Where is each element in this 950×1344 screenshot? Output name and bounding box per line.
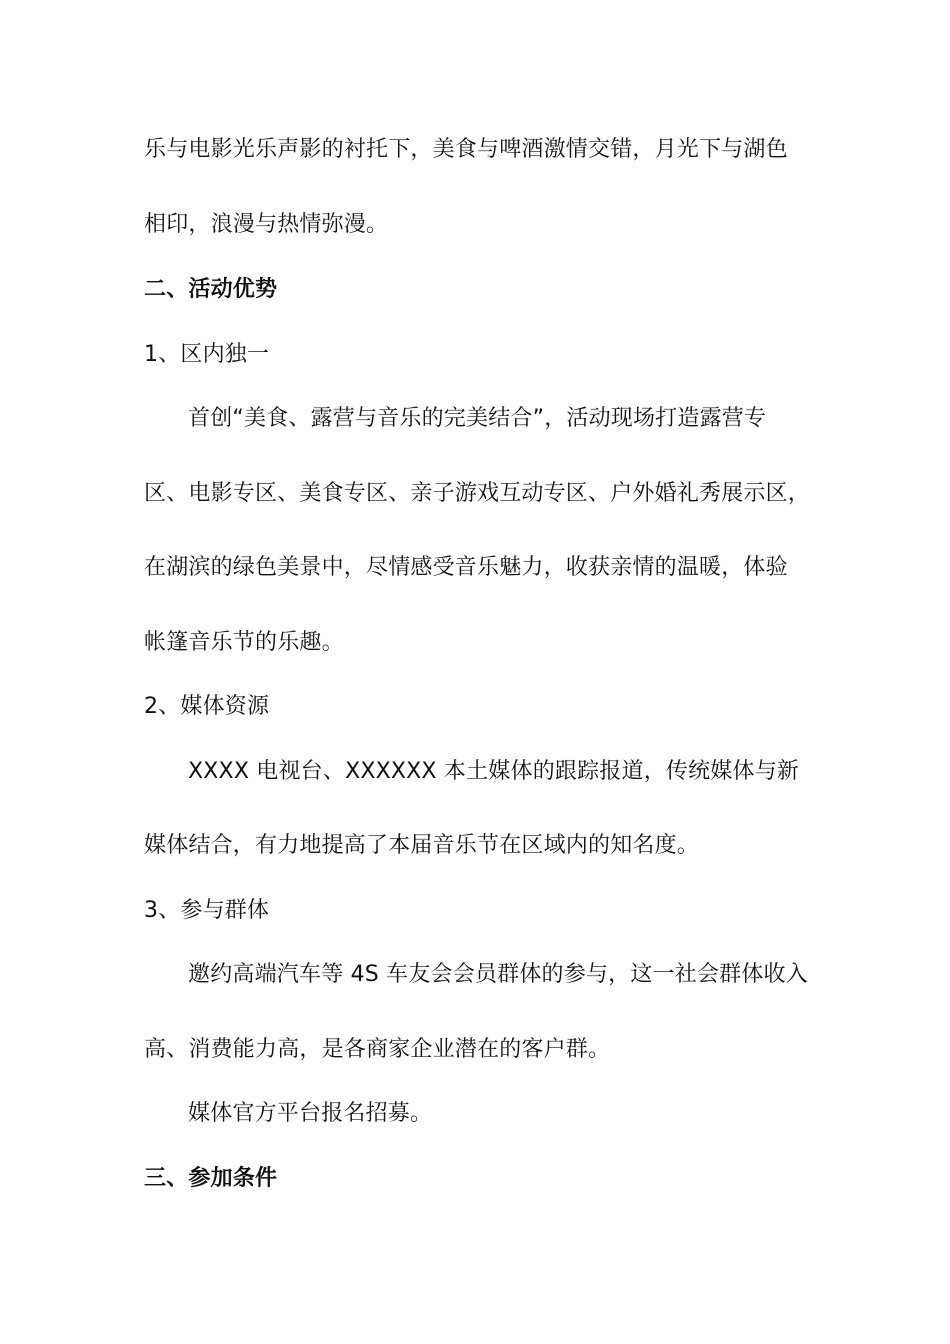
paragraph-line: XXXX 电视台、XXXXXX 本土媒体的跟踪报道，传统媒体与新: [188, 759, 800, 784]
paragraph-line: 帐篷音乐节的乐趣。: [144, 630, 344, 655]
section-heading-conditions: 三、参加条件: [144, 1166, 278, 1191]
paragraph-line: 邀约高端汽车等 4S 车友会会员群体的参与，这一社会群体收入: [188, 962, 808, 987]
subheading-participants: 3、参与群体: [144, 898, 270, 923]
paragraph-line: 相印，浪漫与热情弥漫。: [144, 212, 389, 237]
section-heading-advantages: 二、活动优势: [144, 277, 278, 302]
subheading-media: 2、媒体资源: [144, 694, 270, 719]
paragraph-line: 在湖滨的绿色美景中，尽情感受音乐魅力，收获亲情的温暖，体验: [144, 555, 788, 580]
paragraph-line: 媒体官方平台报名招募。: [188, 1101, 433, 1126]
paragraph-line: 乐与电影光乐声影的衬托下，美食与啤酒激情交错，月光下与湖色: [144, 137, 788, 162]
paragraph-line: 高、消费能力高，是各商家企业潜在的客户群。: [144, 1037, 611, 1062]
subheading-unique: 1、区内独一: [144, 342, 270, 367]
paragraph-line: 媒体结合，有力地提高了本届音乐节在区域内的知名度。: [144, 833, 700, 858]
paragraph-line: 区、电影专区、美食专区、亲子游戏互动专区、户外婚礼秀展示区，: [144, 481, 811, 506]
paragraph-line: 首创“美食、露营与音乐的完美结合”，活动现场打造露营专: [188, 406, 767, 431]
